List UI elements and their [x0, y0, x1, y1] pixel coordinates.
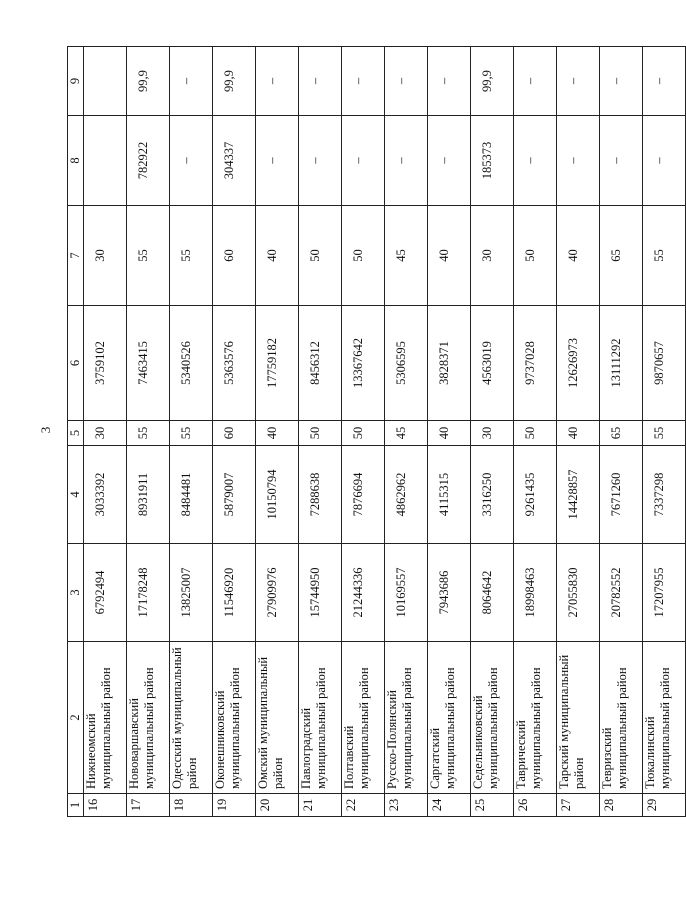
row-number-cell: 24: [428, 794, 471, 817]
col8-cell: 185373: [471, 116, 514, 206]
col9-cell: [84, 47, 127, 116]
row-number-cell: 18: [170, 794, 213, 817]
row-number-cell: 29: [643, 794, 686, 817]
col6-cell: 9737028: [514, 306, 557, 421]
col9-cell: –: [385, 47, 428, 116]
col9-cell: –: [557, 47, 600, 116]
col9-cell: 99,9: [127, 47, 170, 116]
col7-cell: 55: [643, 206, 686, 306]
district-name-cell: Седельниковский муниципальный район: [471, 642, 514, 794]
col9-cell: –: [428, 47, 471, 116]
column-header-5: 5: [68, 421, 84, 446]
district-name-cell: Павлоградский муниципальный район: [299, 642, 342, 794]
col5-cell: 30: [471, 421, 514, 446]
col4-cell: 3316250: [471, 446, 514, 544]
row-number-cell: 17: [127, 794, 170, 817]
table-row: [299, 47, 342, 817]
col8-cell: –: [643, 116, 686, 206]
col3-cell: 27055830: [557, 544, 600, 642]
col8-cell: 782922: [127, 116, 170, 206]
col8-cell: –: [256, 116, 299, 206]
table-row: [428, 47, 471, 817]
col3-cell: 15744950: [299, 544, 342, 642]
col5-cell: 50: [514, 421, 557, 446]
col7-cell: 50: [514, 206, 557, 306]
col9-cell: –: [170, 47, 213, 116]
col3-cell: 20782552: [600, 544, 643, 642]
col6-cell: 5306595: [385, 306, 428, 421]
district-name-cell: Русско-Полянский муниципальный район: [385, 642, 428, 794]
col4-cell: 5879007: [213, 446, 256, 544]
col7-cell: 30: [471, 206, 514, 306]
column-header-1: 1: [68, 794, 84, 817]
district-name-cell: Саргатский муниципальный район: [428, 642, 471, 794]
col7-cell: 40: [428, 206, 471, 306]
district-name-cell: Нововаршавский муниципальный район: [127, 642, 170, 794]
col5-cell: 40: [557, 421, 600, 446]
column-header-9: 9: [68, 47, 84, 116]
col7-cell: 55: [170, 206, 213, 306]
row-number-cell: 27: [557, 794, 600, 817]
table-body: [84, 47, 686, 817]
row-number-cell: 21: [299, 794, 342, 817]
col7-cell: 60: [213, 206, 256, 306]
col8-cell: –: [299, 116, 342, 206]
col4-cell: 7288638: [299, 446, 342, 544]
col6-cell: 13111292: [600, 306, 643, 421]
table-row: [127, 47, 170, 817]
col7-cell: 30: [84, 206, 127, 306]
col5-cell: 30: [84, 421, 127, 446]
col3-cell: 7943686: [428, 544, 471, 642]
col4-cell: 14428857: [557, 446, 600, 544]
col4-cell: 3033392: [84, 446, 127, 544]
district-name-cell: Оконешниковский муниципальный район: [213, 642, 256, 794]
district-name-cell: Одесский муниципальный район: [170, 642, 213, 794]
col6-cell: 3828371: [428, 306, 471, 421]
col7-cell: 50: [342, 206, 385, 306]
col8-cell: –: [600, 116, 643, 206]
col7-cell: 45: [385, 206, 428, 306]
table-row: [514, 47, 557, 817]
table-row: [256, 47, 299, 817]
row-number-cell: 26: [514, 794, 557, 817]
col4-cell: 8931911: [127, 446, 170, 544]
column-header-2: 2: [68, 642, 84, 794]
col6-cell: 3759102: [84, 306, 127, 421]
col4-cell: 9261435: [514, 446, 557, 544]
district-name-cell: Тюкалинский муниципальный район: [643, 642, 686, 794]
district-name-cell: Нижнеомский муниципальный район: [84, 642, 127, 794]
col8-cell: –: [170, 116, 213, 206]
col3-cell: 8064642: [471, 544, 514, 642]
col4-cell: 4862962: [385, 446, 428, 544]
col7-cell: 65: [600, 206, 643, 306]
table-row: [170, 47, 213, 817]
col9-cell: –: [299, 47, 342, 116]
col6-cell: 17759182: [256, 306, 299, 421]
col5-cell: 50: [342, 421, 385, 446]
col4-cell: 7671260: [600, 446, 643, 544]
col3-cell: 11546920: [213, 544, 256, 642]
col7-cell: 50: [299, 206, 342, 306]
row-number-cell: 19: [213, 794, 256, 817]
district-name-cell: Тарский муниципальный район: [557, 642, 600, 794]
district-name-cell: Полтавский муниципальный район: [342, 642, 385, 794]
col9-cell: –: [256, 47, 299, 116]
col8-cell: –: [385, 116, 428, 206]
col3-cell: 17207955: [643, 544, 686, 642]
district-name-cell: Таврический муниципальный район: [514, 642, 557, 794]
col5-cell: 50: [299, 421, 342, 446]
col6-cell: 4563019: [471, 306, 514, 421]
table-row: [213, 47, 256, 817]
table-row: [557, 47, 600, 817]
col3-cell: 27909976: [256, 544, 299, 642]
district-name-cell: Омский муниципальный район: [256, 642, 299, 794]
col9-cell: –: [514, 47, 557, 116]
col8-cell: 304337: [213, 116, 256, 206]
col3-cell: 6792494: [84, 544, 127, 642]
row-number-cell: 23: [385, 794, 428, 817]
col3-cell: 21244336: [342, 544, 385, 642]
col3-cell: 13825007: [170, 544, 213, 642]
col5-cell: 40: [256, 421, 299, 446]
column-header-3: 3: [68, 544, 84, 642]
col8-cell: –: [342, 116, 385, 206]
col6-cell: 12626973: [557, 306, 600, 421]
col5-cell: 40: [428, 421, 471, 446]
col9-cell: 99,9: [471, 47, 514, 116]
column-header-6: 6: [68, 306, 84, 421]
col6-cell: 8456312: [299, 306, 342, 421]
col4-cell: 8484481: [170, 446, 213, 544]
col3-cell: 10169557: [385, 544, 428, 642]
col6-cell: 7463415: [127, 306, 170, 421]
column-header-4: 4: [68, 446, 84, 544]
col7-cell: 40: [557, 206, 600, 306]
col8-cell: –: [428, 116, 471, 206]
col3-cell: 18998463: [514, 544, 557, 642]
table-row: [385, 47, 428, 817]
row-number-cell: 25: [471, 794, 514, 817]
col4-cell: 7876694: [342, 446, 385, 544]
header-row: [68, 47, 84, 817]
page-number: 3: [38, 426, 53, 434]
col8-cell: –: [557, 116, 600, 206]
column-header-7: 7: [68, 206, 84, 306]
rotated-table-container: [67, 47, 672, 817]
col6-cell: 9870657: [643, 306, 686, 421]
col5-cell: 55: [643, 421, 686, 446]
column-header-8: 8: [68, 116, 84, 206]
col9-cell: –: [643, 47, 686, 116]
col4-cell: 7337298: [643, 446, 686, 544]
col5-cell: 55: [170, 421, 213, 446]
col7-cell: 40: [256, 206, 299, 306]
col6-cell: 5363576: [213, 306, 256, 421]
col9-cell: –: [342, 47, 385, 116]
data-table: [67, 46, 686, 817]
col8-cell: [84, 116, 127, 206]
row-number-cell: 16: [84, 794, 127, 817]
col3-cell: 17178248: [127, 544, 170, 642]
row-number-cell: 20: [256, 794, 299, 817]
col5-cell: 45: [385, 421, 428, 446]
district-name-cell: Тевризский муниципальный район: [600, 642, 643, 794]
row-number-cell: 28: [600, 794, 643, 817]
col6-cell: 13367642: [342, 306, 385, 421]
col9-cell: –: [600, 47, 643, 116]
col8-cell: –: [514, 116, 557, 206]
row-number-cell: 22: [342, 794, 385, 817]
col9-cell: 99,9: [213, 47, 256, 116]
col4-cell: 10150794: [256, 446, 299, 544]
col5-cell: 65: [600, 421, 643, 446]
table-row: [643, 47, 686, 817]
col4-cell: 4115315: [428, 446, 471, 544]
col7-cell: 55: [127, 206, 170, 306]
col5-cell: 60: [213, 421, 256, 446]
col6-cell: 5340526: [170, 306, 213, 421]
table-row: [84, 47, 127, 817]
col5-cell: 55: [127, 421, 170, 446]
table-row: [471, 47, 514, 817]
table-row: [600, 47, 643, 817]
table-row: [342, 47, 385, 817]
